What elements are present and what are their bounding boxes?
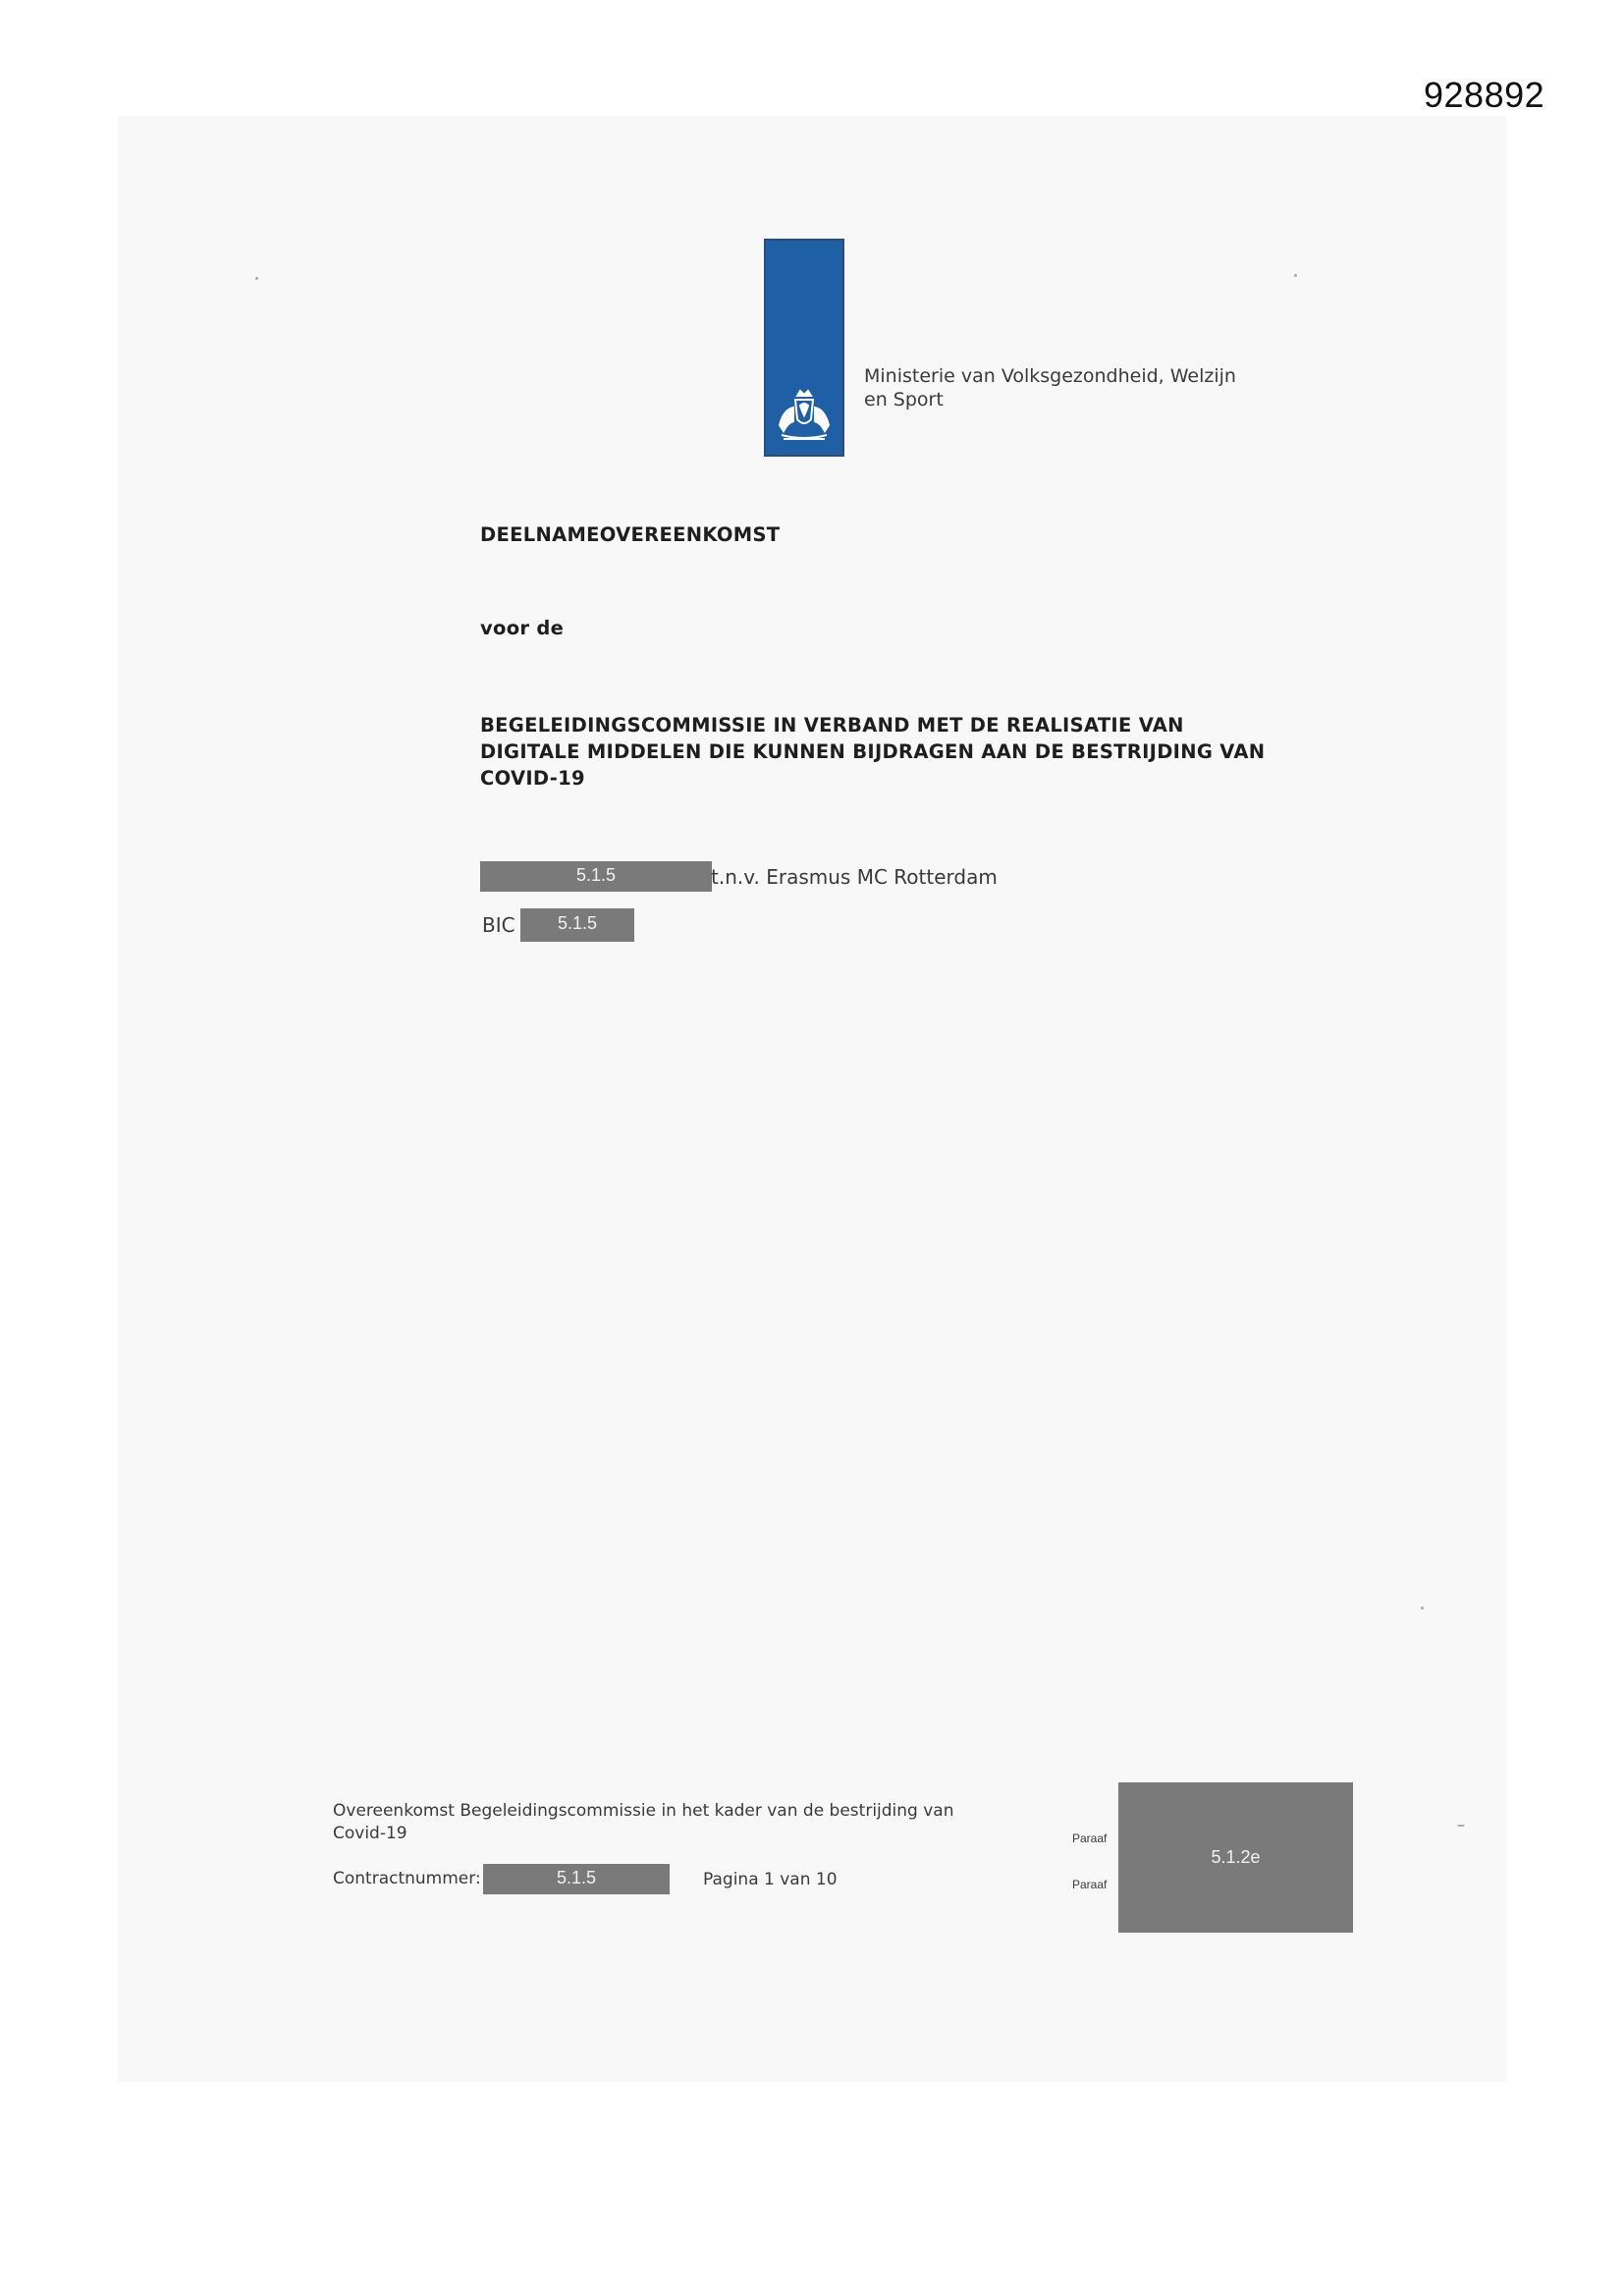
agreement-line: Overeenkomst Begeleidingscommissie in het kader van de bestrijding van — [333, 1801, 954, 1821]
scan-speck — [255, 277, 258, 280]
scan-speck — [1294, 274, 1297, 277]
royal-crest-icon — [774, 388, 835, 445]
bic-redaction: 5.1.5 — [520, 908, 634, 942]
subject-line: DIGITALE MIDDELEN DIE KUNNEN BIJDRAGEN AAN DE BESTRIJDING VAN — [480, 740, 1266, 763]
contract-number-redaction: 5.1.5 — [483, 1864, 670, 1894]
ministry-name-line: Ministerie van Volksgezondheid, Welzijn — [864, 365, 1236, 387]
document-title-text: DEELNAMEOVEREENKOMST — [480, 523, 781, 546]
page-indicator: Pagina 1 van 10 — [703, 1870, 838, 1889]
scan-speck — [1421, 1607, 1424, 1610]
account-holder: t.n.v. Erasmus MC Rotterdam — [711, 865, 998, 889]
ministry-name-line: en Sport — [864, 389, 944, 410]
scan-speck — [1457, 1825, 1465, 1827]
rijksoverheid-logo-bar — [766, 241, 842, 455]
document-number: 928892 — [1424, 75, 1545, 115]
ministry-name — [864, 364, 1236, 411]
subject-block — [480, 712, 1265, 792]
signature-redaction: 5.1.2e — [1118, 1782, 1353, 1933]
paraaf-label: Paraaf — [1072, 1878, 1108, 1891]
agreement-line: Covid-19 — [333, 1824, 407, 1843]
document-subtitle — [480, 615, 564, 641]
document-subtitle-text: voor de — [480, 617, 565, 639]
bic-label: BIC — [482, 913, 515, 937]
document-title — [480, 521, 780, 548]
contract-number-label: Contractnummer: — [333, 1869, 481, 1888]
subject-line: COVID-19 — [480, 767, 585, 790]
subject-line: BEGELEIDINGSCOMMISSIE IN VERBAND MET DE REALISATIE VAN — [480, 714, 1184, 737]
paraaf-label: Paraaf — [1072, 1831, 1108, 1845]
account-number-redaction: 5.1.5 — [480, 861, 712, 892]
